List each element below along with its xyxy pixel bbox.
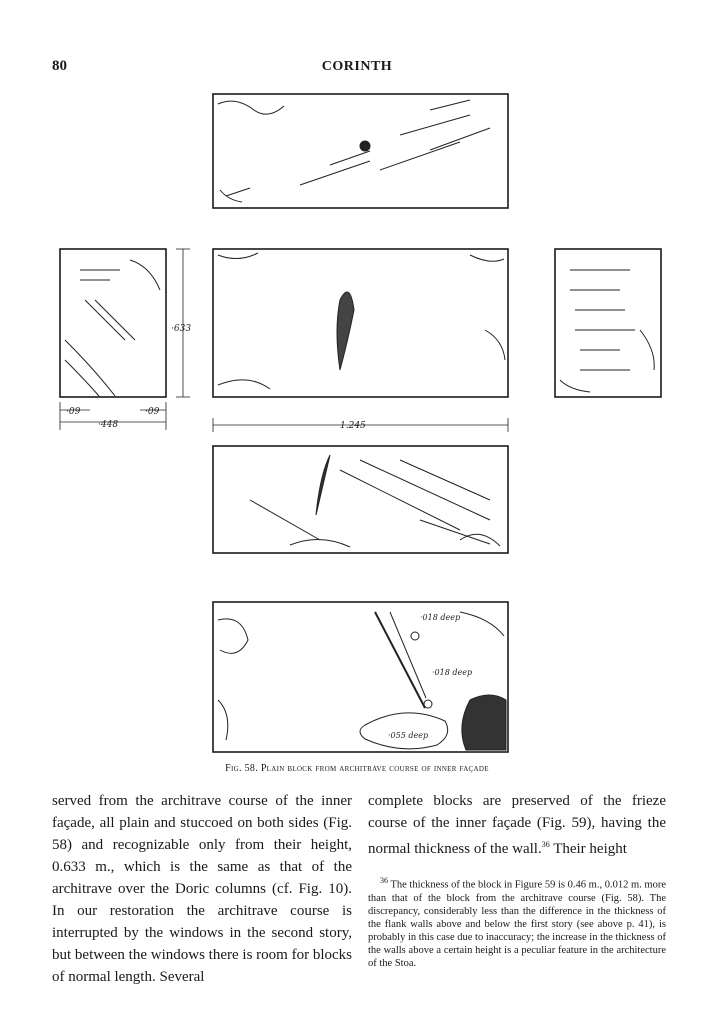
left-end-view [60,249,166,397]
hole-depth-label-1: ·018 deep [420,613,461,622]
left-column-text: served from the architrave course of the inner façade, all plain and stuccoed on both sides (Fig. 58) and recognizable only from their height, 0.633 m., which is the same as that of the architrave over the Doric columns (cf. Fig. 10). In our restoration the architrave course is interrupted by the windows in the second story, but between the windows there is room for blocks of normal length. Several [52,793,352,985]
right-end-view [555,249,661,397]
top-face-view [213,94,508,208]
height-dimension: ·633 [171,324,192,334]
left-margin-dimension: ·09 [66,407,81,417]
bottom-face-view [213,446,508,553]
front-face-view [213,249,508,397]
footnote-text: The thickness of the block in Figure 59 is 0.46 m., 0.012 m. more than that of the block from the architrave course (Fig. 58). The discrepancy, considerably less than the difference in the thickness of the flank walls above and below the first story (see above p. 41), is probably in this case due to inaccuracy; the increase in the thickness of the walls above a certain height is a peculiar feature in the architecture of the Stoa. [368,879,666,969]
right-column-text [368,790,666,860]
length-dimension: 1.245 [340,421,366,431]
socket-depth-label: ·055 deep [388,731,429,740]
figure-caption: Fig. 58. Plain block from architrave course of inner façade [225,763,489,774]
page-number: 80 [52,58,67,74]
left-column [52,790,352,988]
right-column [368,790,666,970]
right-margin-dimension: ·09 [145,407,160,417]
footnote-number: 36 [380,876,388,885]
hole-depth-label-2: ·018 deep [432,668,473,677]
footnote-reference: 36 [541,840,550,849]
running-title: CORINTH [321,59,393,74]
right-column-main: complete blocks are preserved of the frieze course of the inner façade (Fig. 59), having the normal thickness of the wall. [368,793,666,857]
footnote [368,874,666,970]
right-column-tail: Their height [549,841,627,857]
side-width-dimension: ·448 [98,420,119,430]
